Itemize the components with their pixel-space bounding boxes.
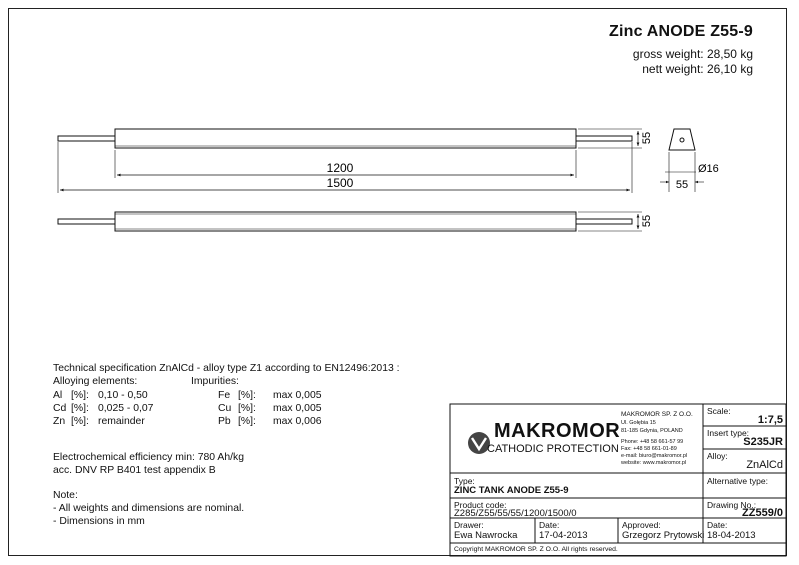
approved-label: Approved: [622,520,661,530]
date1-value: 17-04-2013 [539,530,588,541]
alloy-value: ZnAlCd [746,459,783,471]
drawing-no-value: ZZ559/0 [742,507,783,519]
note-heading: Note: [53,490,78,501]
scale-label: Scale: [707,406,731,416]
drawing-no-label: Drawing No.: [707,500,757,510]
scale-value: 1:7,5 [757,414,783,426]
dim-55-bottom: 55 [641,214,653,228]
type-label: Type: [454,476,475,486]
approved-value: Grzegorz Prytowski [622,530,705,541]
drawer-value: Ewa Nawrocka [454,530,518,541]
brand-subtitle: CATHODIC PROTECTION [487,443,619,455]
insert-label: Insert type: [707,428,750,438]
note-1: - All weights and dimensions are nominal. [53,503,245,514]
alternative-label: Alternative type: [707,476,768,486]
drawing-title: Zinc ANODE Z55-9 [609,23,753,40]
code-value: Z285/Z55/55/55/1200/1500/0 [454,508,577,519]
efficiency-text: Electrochemical efficiency min: 780 Ah/kg [53,452,244,463]
company-city: 81-185 Gdynia, POLAND [621,428,683,434]
dnv-text: acc. DNV RP B401 test appendix B [53,465,216,476]
code-label: Product code: [454,500,507,510]
company-fax: Fax: +48 58 661-01-89 [621,446,677,452]
alloying-label: Alloying elements: [53,376,138,387]
type-value: ZINC TANK ANODE Z55-9 [454,485,569,496]
alloy-label: Alloy: [707,451,728,461]
anode-top-view [58,129,632,148]
dim-1500: 1500 [326,176,354,190]
date2-value: 18-04-2013 [707,530,756,541]
company-street: Ul. Gołębia 15 [621,420,656,426]
anode-bottom-view [58,212,632,231]
dim-55-width: 55 [675,179,689,191]
impurities-label: Impurities: [191,376,239,387]
brand-name: MAKROMOR [494,420,621,442]
dim-55-top: 55 [641,131,653,145]
gross-weight: gross weight: 28,50 kg [632,47,753,61]
insert-value: S235JR [743,436,783,448]
company-name: MAKROMOR SP. Z O.O. [621,411,693,418]
copyright: Copyright MAKROMOR SP. Z O.O. All rights reserved. [454,546,618,553]
date2-label: Date: [707,520,728,530]
nett-weight: nett weight: 26,10 kg [642,62,753,76]
date1-label: Date: [539,520,560,530]
company-email: e-mail: biuro@makromor.pl [621,453,688,459]
dim-1200: 1200 [326,161,354,175]
company-phone: Phone: +48 58 661-57 99 [621,439,684,445]
company-website: website: www.makromor.pl [621,460,687,466]
note-2: - Dimensions in mm [53,516,145,527]
anode-cross-section [669,129,695,150]
drawer-label: Drawer: [454,520,484,530]
dim-diameter: Ø16 [698,163,719,175]
spec-heading: Technical specification ZnAlCd - alloy type Z1 according to EN12496:2013 : [53,363,400,374]
